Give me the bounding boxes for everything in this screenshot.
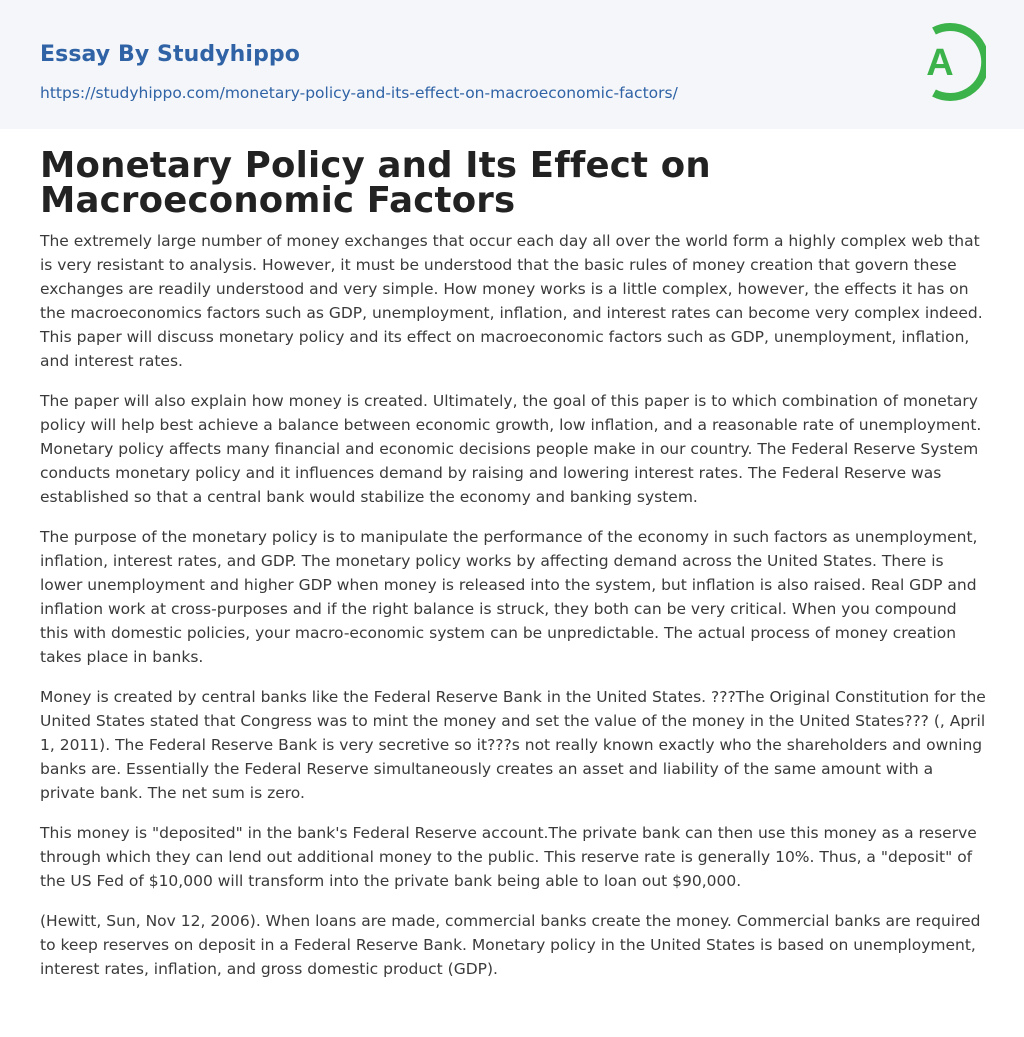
article-paragraph: The extremely large number of money exchanges that occur each day all over the world form a highly complex web that is very resistant to analysis. However, it must be understood that the basic rules of money creation that govern these exchanges are readily understood and very simple. How money works is a little complex, however, the effects it has on the macroeconomics factors such as GDP, unemployment, inflation, and interest rates can become very complex indeed. This paper will discuss monetary policy and its effect on macroeconomic factors such as GDP, unemployment, inflation, and interest rates.: [40, 232, 983, 370]
article-paragraph: This money is "deposited" in the bank's Federal Reserve account.The private bank can then use this money as a reserve through which they can lend out additional money to the public. This reserve rate is generally 10%. Thus, a "deposit" of the US Fed of $10,000 will transform into the private bank being able to loan out $90,000.: [40, 824, 977, 890]
site-header: [0, 0, 1024, 129]
article-title: Monetary Policy and Its Effect on Macroeconomic Factors: [40, 145, 711, 221]
article-body: [40, 229, 988, 997]
article-paragraph: (Hewitt, Sun, Nov 12, 2006). When loans are made, commercial banks create the money. Commercial banks are required to keep reserves on deposit in a Federal Reserve Bank. Monetary policy in the United States is based on unemployment, interest rates, inflation, and gross domestic product (GDP).: [40, 912, 981, 978]
article-paragraph: The purpose of the monetary policy is to manipulate the performance of the economy in such factors as unemployment, inflation, interest rates, and GDP. The monetary policy works by affecting demand across the United States. There is lower unemployment and higher GDP when money is released into the system, but inflation is also raised. Real GDP and inflation work at cross-purposes and if the right balance is struck, they both can be very critical. When you compound this with domestic policies, your macro-economic system can be unpredictable. The actual process of money creation takes place in banks.: [40, 528, 978, 666]
article-paragraph: The paper will also explain how money is created. Ultimately, the goal of this paper is to which combination of monetary policy will help best achieve a balance between economic growth, low inflation, and a reasonable rate of unemployment. Monetary policy affects many financial and economic decisions people make in our country. The Federal Reserve System conducts monetary policy and it influences demand by raising and lowering interest rates. The Federal Reserve was established so that a central bank would stabilize the economy and banking system.: [40, 392, 982, 506]
logo-letter: A: [926, 42, 954, 84]
brand-title[interactable]: Essay By Studyhippo: [40, 42, 300, 67]
studyhippo-logo-icon[interactable]: [912, 19, 986, 105]
article-url-link[interactable]: https://studyhippo.com/monetary-policy-and-its-effect-on-macroeconomic-factors/: [40, 84, 678, 102]
article-paragraph: Money is created by central banks like the Federal Reserve Bank in the United States. ???The Original Constitution for the United States stated that Congress was to mint the money and set the value of the money in the United States??? (, April 1, 2011). The Federal Reserve Bank is very secretive so it???s not really known exactly who the shareholders and owning banks are. Essentially the Federal Reserve simultaneously creates an asset and liability of the same amount with a private bank. The net sum is zero.: [40, 688, 986, 802]
